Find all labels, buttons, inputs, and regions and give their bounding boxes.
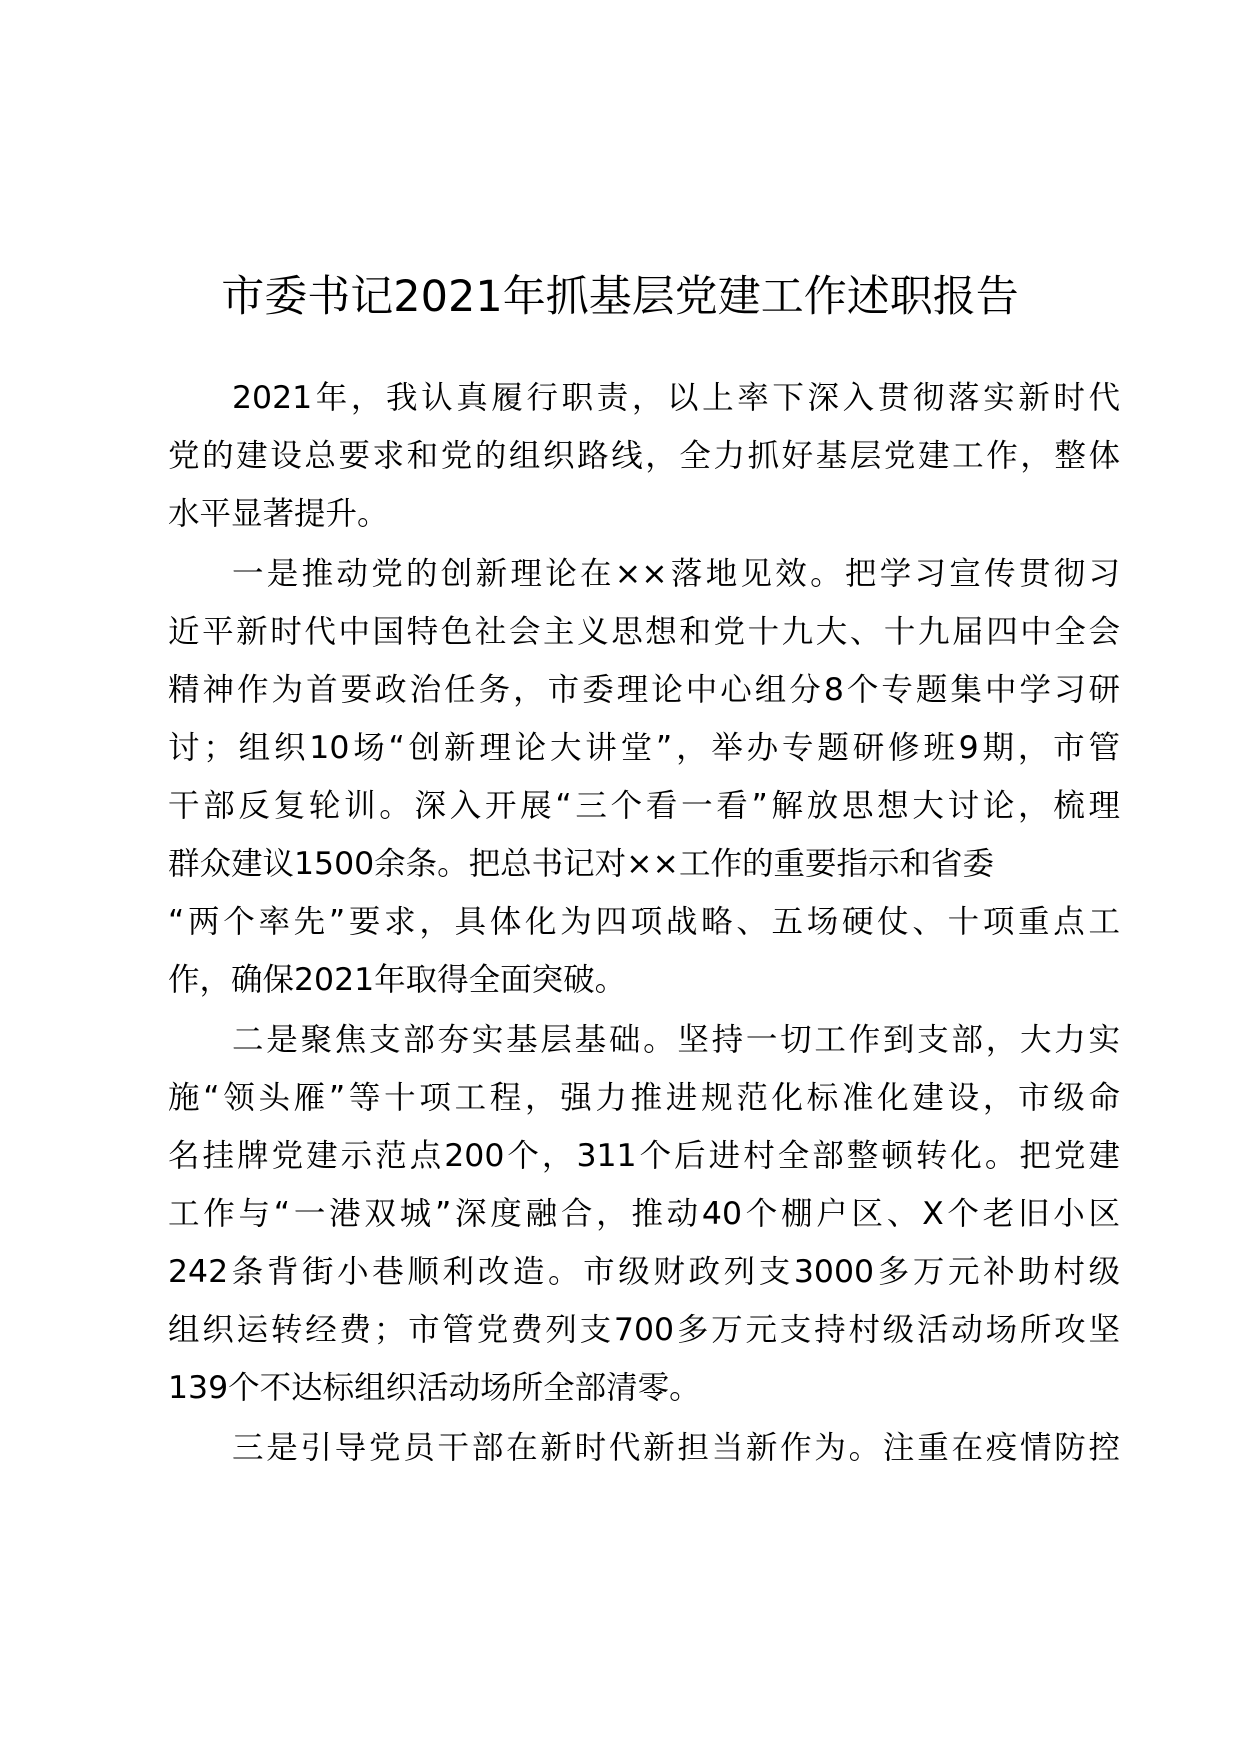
text-line-19: 三是引导党员干部在新时代新担当新作为。注重在疫情防控 [232,1430,1120,1466]
text-line-18: 139个不达标组织活动场所全部清零。 [168,1370,701,1406]
text-line-15: 工作与“一港双城”深度融合，推动40个棚户区、X个老旧小区 [168,1196,1120,1232]
document-title: 市委书记2021年抓基层党建工作述职报告 [221,272,1019,322]
text-line-3: 水平显著提升。 [168,496,389,532]
text-line-5: 近平新时代中国特色社会主义思想和党十九大、十九届四中全会 [168,614,1120,650]
text-line-4: 一是推动党的创新理论在××落地见效。把学习宣传贯彻习 [232,556,1120,592]
text-line-12: 二是聚焦支部夯实基层基础。坚持一切工作到支部，大力实 [232,1022,1120,1058]
text-line-10: “两个率先”要求，具体化为四项战略、五场硬仗、十项重点工 [168,904,1120,940]
text-line-7: 讨；组织10场“创新理论大讲堂”，举办专题研修班9期，市管 [168,730,1120,766]
text-line-2: 党的建设总要求和党的组织路线，全力抓好基层党建工作，整体 [168,438,1120,474]
text-line-17: 组织运转经费；市管党费列支700多万元支持村级活动场所攻坚 [168,1312,1120,1348]
text-line-8: 干部反复轮训。深入开展“三个看一看”解放思想大讨论，梳理 [168,788,1120,824]
text-line-9: 群众建议1500余条。把总书记对××工作的重要指示和省委 [168,846,994,882]
text-line-6: 精神作为首要政治任务，市委理论中心组分8个专题集中学习研 [168,672,1120,708]
text-line-13: 施“领头雁”等十项工程，强力推进规范化标准化建设，市级命 [168,1080,1120,1116]
text-line-1: 2021年，我认真履行职责，以上率下深入贯彻落实新时代 [232,380,1120,416]
text-line-14: 名挂牌党建示范点200个，311个后进村全部整顿转化。把党建 [168,1138,1120,1174]
text-line-11: 作，确保2021年取得全面突破。 [168,962,627,998]
text-line-16: 242条背街小巷顺利改造。市级财政列支3000多万元补助村级 [168,1254,1120,1290]
